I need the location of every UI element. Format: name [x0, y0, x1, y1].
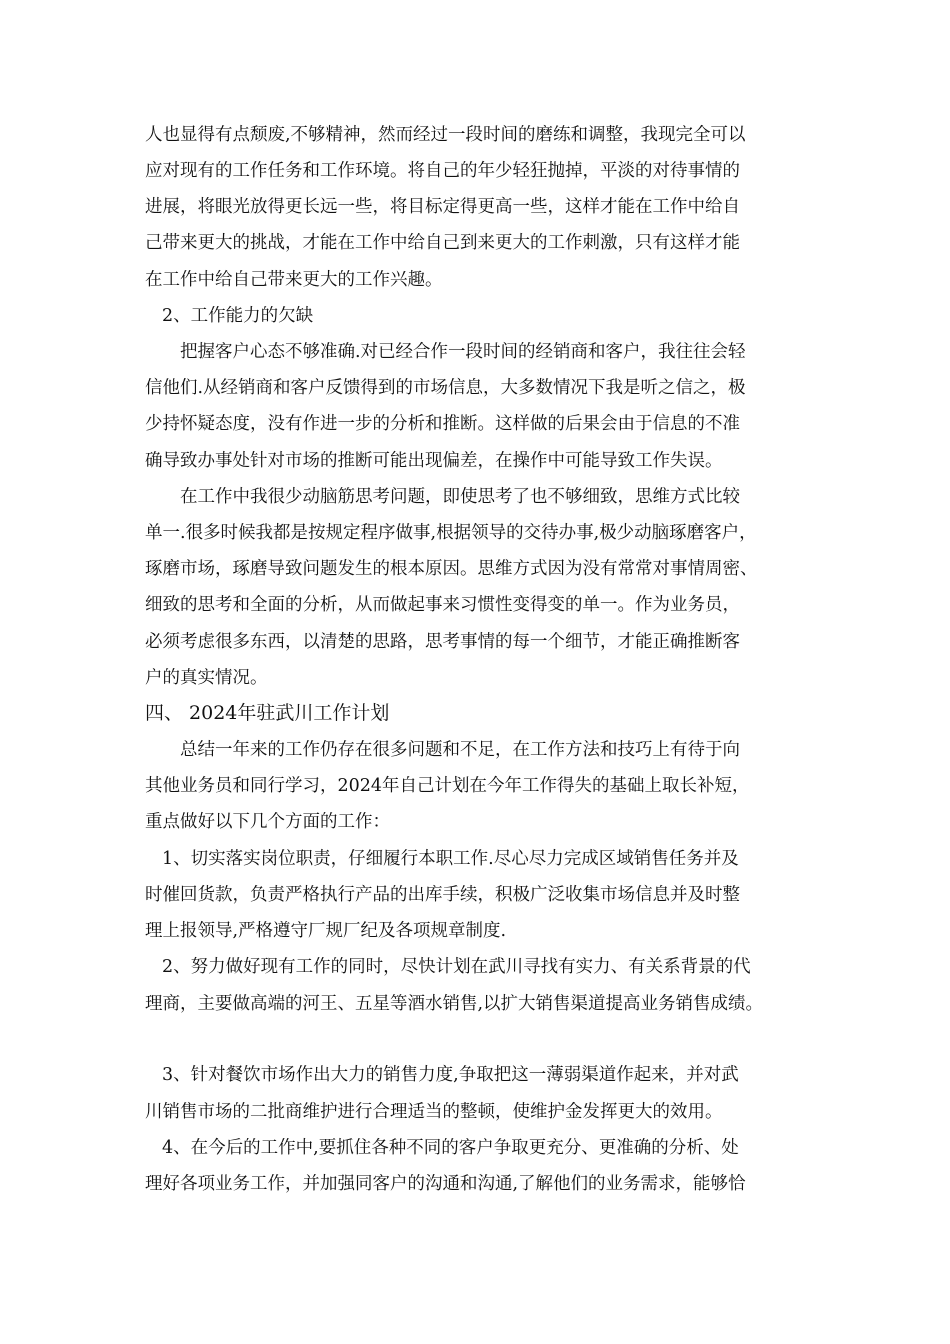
list-item-line: 理好各项业务工作，并加强同客户的沟通和沟通,了解他们的业务需求，能够恰 — [145, 1174, 746, 1194]
paragraph-line: 在工作中我很少动脑筋思考问题，即使思考了也不够细致，思维方式比较 — [180, 487, 740, 507]
list-item-line: 2、努力做好现有工作的同时，尽快计划在武川寻找有实力、有关系背景的代 — [162, 957, 751, 977]
paragraph-line: 细致的思考和全面的分析，从而做起事来习惯性变得变的单一。作为业务员， — [145, 595, 740, 615]
paragraph-line: 确导致办事处针对市场的推断可能出现偏差，在操作中可能导致工作失误。 — [145, 451, 723, 471]
list-item-line: 川销售市场的二批商维护进行合理适当的整顿，使维护金发挥更大的效用。 — [145, 1102, 723, 1122]
section-heading: 四、 2024年驻武川工作计划 — [145, 702, 390, 724]
paragraph-line: 必须考虑很多东西，以清楚的思路，思考事情的每一个细节，才能正确推断客 — [145, 632, 740, 652]
paragraph-line: 总结一年来的工作仍存在很多问题和不足，在工作方法和技巧上有待于向 — [180, 740, 740, 760]
paragraph-line: 户的真实情况。 — [145, 668, 268, 688]
paragraph-line: 人也显得有点颓废,不够精神，然而经过一段时间的磨练和调整，我现完全可以 — [145, 125, 746, 145]
list-item-line: 4、在今后的工作中,要抓住各种不同的客户争取更充分、更准确的分析、处 — [162, 1138, 739, 1158]
subheading: 2、工作能力的欠缺 — [162, 306, 314, 326]
list-item-line: 3、针对餐饮市场作出大力的销售力度,争取把这一薄弱渠道作起来，并对武 — [162, 1065, 739, 1085]
paragraph-line: 进展，将眼光放得更长远一些，将目标定得更高一些，这样才能在工作中给自 — [145, 197, 740, 217]
paragraph-line: 琢磨市场，琢磨导致问题发生的根本原因。思维方式因为没有常常对事情周密、 — [145, 559, 758, 579]
list-item-line: 1、切实落实岗位职责，仔细履行本职工作.尽心尽力完成区域销售任务并及 — [162, 849, 739, 869]
paragraph-line: 信他们.从经销商和客户反馈得到的市场信息，大多数情况下我是听之信之，极 — [145, 378, 746, 398]
paragraph-line: 其他业务员和同行学习，2024年自己计划在今年工作得失的基础上取长补短， — [145, 776, 750, 796]
list-item-line: 理商，主要做高端的河王、五星等酒水销售,以扩大销售渠道提高业务销售成绩。 — [145, 994, 764, 1014]
paragraph-line: 在工作中给自己带来更大的工作兴趣。 — [145, 270, 443, 290]
paragraph-line: 重点做好以下几个方面的工作： — [145, 812, 390, 832]
paragraph-line: 把握客户心态不够准确.对已经合作一段时间的经销商和客户，我往往会轻 — [180, 342, 746, 362]
paragraph-line: 应对现有的工作任务和工作环境。将自己的年少轻狂抛掉，平淡的对待事情的 — [145, 161, 740, 181]
paragraph-line: 少持怀疑态度，没有作进一步的分析和推断。这样做的后果会由于信息的不准 — [145, 414, 740, 434]
paragraph-line: 单一.很多时候我都是按规定程序做事,根据领导的交待办事,极少动脑琢磨客户， — [145, 523, 757, 543]
list-item-line: 理上报领导,严格遵守厂规厂纪及各项规章制度. — [145, 921, 507, 941]
list-item-line: 时催回货款，负责严格执行产品的出库手续，积极广泛收集市场信息并及时整 — [145, 885, 740, 905]
paragraph-line: 己带来更大的挑战，才能在工作中给自己到来更大的工作刺激，只有这样才能 — [145, 233, 740, 253]
